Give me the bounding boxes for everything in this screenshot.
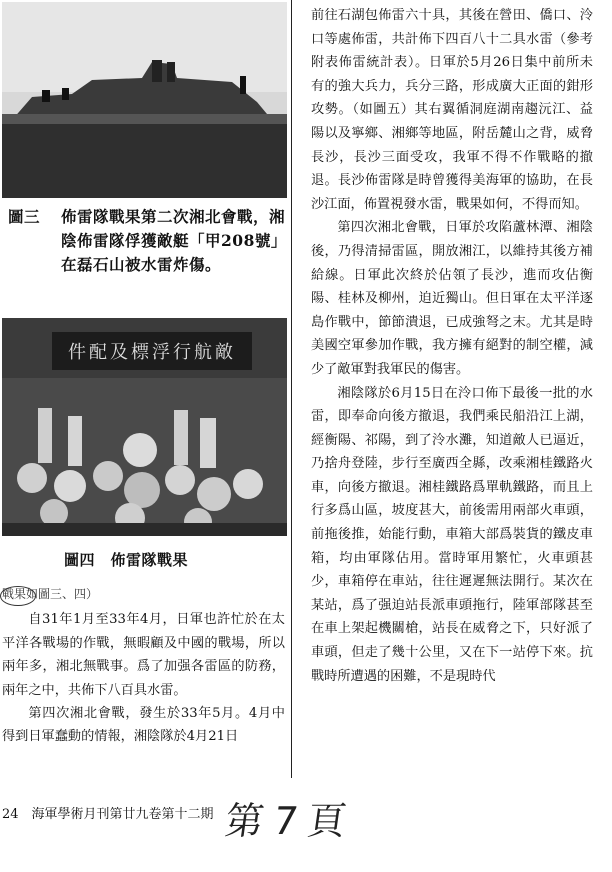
mines-photo-illustration [2,318,287,536]
left-column-reference: 戰果如圖三、四） [2,587,99,601]
right-column-paragraph-2: 第四次湘北會戰，日軍於攻陷蘆林潭、湘陰後，乃得清掃雷區，開放湘江，以維持其後方補給線。日軍此次終於佔領了長沙，進而攻佔衡陽、桂林及柳州，迫近獨山。但日軍在太平洋逐島作戰中，節節潰退，已成強弩之末。尤其是時美國空軍參加作戰，我方擁有絕對的制空權，減少了敵軍對我軍民的傷害。 [311,220,593,377]
figure-4-banner: 件配及標浮行航敵 [68,342,236,363]
left-column-paragraph-2: 第四次湘北會戰，發生於33年5月。4月中得到日軍蠢動的情報，湘陰隊於4月21日 [2,706,285,745]
column-divider [291,0,292,778]
boat-photo-illustration [2,2,287,198]
figure-3-caption [8,205,293,305]
handwritten-note: 第7頁 [222,799,359,843]
left-column-text [2,583,285,749]
page-footer: 24 海軍學術月刊第廿九卷第十二期 [2,807,214,822]
figure-4-caption: 圖四 佈雷隊戰果 [64,551,189,569]
right-column-paragraph-3: 湘陰隊於6月15日在泠口佈下最後一批的水雷，即奉命向後方撤退，我們乘民船沿江上湖，經衡陽、祁陽，到了泠水灘，知道敵人已逼近，乃捨舟登陸，步行至廣西全縣，改乘湘桂鐵路火車，向後方撤退。湘桂鐵路爲單軌鐵路，而且上行多爲山區，坡度甚大，前後需用兩部火車頭，前拖後推，始能行動，車箱大部爲裝貨的鐵皮車箱，均由軍隊佔用。當時軍用繁忙，火車頭甚少，車箱停在車站，往往遲遲無法開行。某次在某站，爲了强迫站長派車頭拖行，陸軍部隊甚至在車上架起機關槍，站長在威脅之下，只好派了車頭，但走了幾十公里，又在下一站停下來。抗戰時所遭遇的困難，不是現時代 [311,385,593,684]
figure-3-photo [2,2,287,198]
right-column-text [311,4,593,688]
left-column-paragraph-1: 自31年1月至33年4月，日軍也許忙於在太平洋各戰場的作戰，無暇顧及中國的戰場，所以兩年多，湘北無戰事。爲了加强各雷區的防務，兩年之中，共佈下八百具水雷。 [2,612,285,698]
figure-4-photo [2,318,287,536]
figure-3-caption-text: 佈雷隊戰果第二次湘北會戰，湘陰佈雷隊俘獲敵艇「甲208號」在磊石山被水雷炸傷。 [61,207,287,274]
right-column-paragraph-1: 前往石湖包佈雷六十具，其後在營田、僑口、泠口等處佈雷，共計佈下四百八十二具水雷（參考附表佈雷統計表）。日軍於5月26日集中前所未有的強大兵力，兵分三路，形成廣大正面的鉗形攻勢。（如圖五）其右翼循洞庭湖南趨沅江、益陽以及寧鄉、湘鄉等地區，附岳麓山之背，威脅長沙，長沙三面受攻，我軍不得不作戰略的撤退。長沙佈雷隊是時曾獲得美海軍的協助，在長沙江面，佈置視發水雷，戰果如何，不得而知。 [311,8,593,212]
figure-3-label: 圖三 [8,207,41,226]
